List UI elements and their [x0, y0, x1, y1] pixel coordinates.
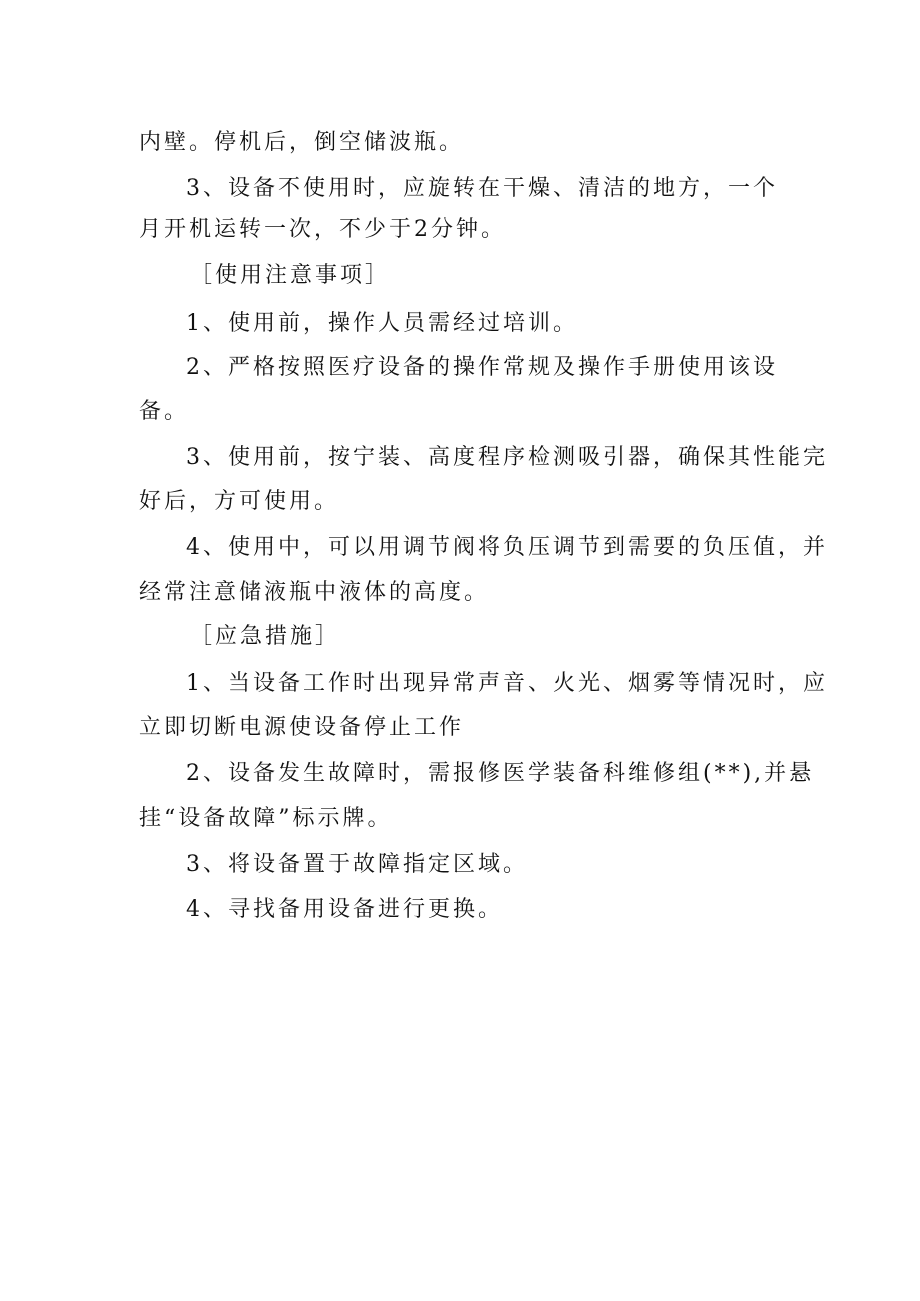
section-heading: ［使用注意事项］	[190, 263, 391, 288]
paragraph-line: 2、严格按照医疗设备的操作常规及操作手册使用该设	[186, 355, 778, 380]
paragraph-line: 1、使用前，操作人员需经过培训。	[186, 311, 578, 336]
paragraph-line: 备。	[139, 399, 190, 424]
paragraph-line: 3、设备不使用时，应旋转在干燥、清洁的地方，一个	[186, 176, 778, 201]
paragraph-line: 3、使用前，按宁装、高度程序检测吸引器，确保其性能完	[186, 445, 828, 470]
paragraph-line: 4、使用中，可以用调节阀将负压调节到需要的负压值，并	[186, 535, 828, 560]
paragraph-line: 月开机运转一次，不少于2分钟。	[139, 217, 506, 242]
section-heading: ［应急措施］	[190, 624, 341, 649]
paragraph-line: 3、将设备置于故障指定区域。	[186, 852, 528, 877]
paragraph-line: 内壁。停机后，倒空储波瓶。	[139, 130, 465, 155]
paragraph-line: 4、寻找备用设备进行更换。	[186, 897, 503, 922]
paragraph-line: 1、当设备工作时出现异常声音、火光、烟雾等情况时，应	[186, 671, 828, 696]
paragraph-line: 挂“设备故障”标示牌。	[139, 806, 393, 831]
paragraph-line: 2、设备发生故障时，需报修医学装备科维修组(**),并悬	[186, 761, 815, 786]
paragraph-line: 立即切断电源使设备停止工作	[139, 715, 465, 740]
paragraph-line: 经常注意储液瓶中液体的高度。	[139, 580, 490, 605]
paragraph-line: 好后，方可使用。	[139, 489, 340, 514]
